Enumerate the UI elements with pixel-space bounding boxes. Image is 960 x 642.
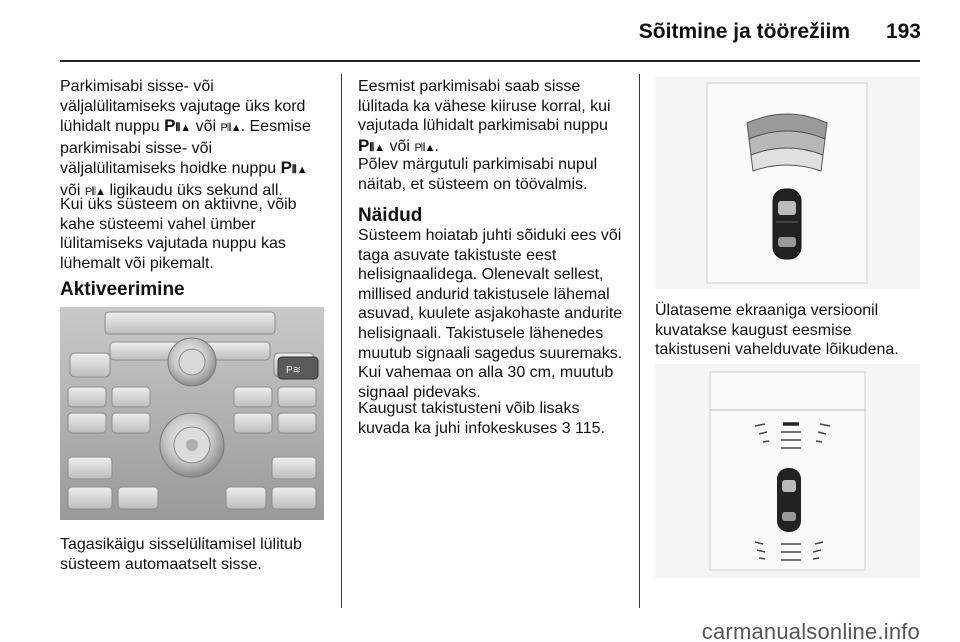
- park-assist-front-icon: P⦀▲: [220, 122, 241, 135]
- page-reference-arrow-icon: 3: [561, 419, 571, 437]
- text-line: lühemalt või pikemalt.: [60, 254, 214, 272]
- col2-paragraph-3: [358, 226, 630, 402]
- text-line: parkimisabi sisse- või: [60, 139, 213, 157]
- text-line: millised andurid takistusele lähemal: [358, 285, 610, 303]
- text-line: Põlev märgutuli parkimisabi nupul: [358, 156, 598, 173]
- text-line: taga asuvate takistuste eest: [358, 246, 557, 264]
- page-title: Sõitmine ja töörežiim: [638, 20, 850, 43]
- text-segment: lühidalt nuppu: [60, 118, 160, 136]
- park-assist-front-icon: P⦀▲: [414, 141, 435, 154]
- col1-paragraph-2: [60, 195, 330, 273]
- text-line: [60, 116, 330, 139]
- text-line: Ülataseme ekraaniga versioonil: [655, 302, 879, 319]
- text-segment: kuvada ka juhi infokeskuses: [358, 419, 558, 437]
- text-line: [358, 419, 630, 439]
- parking-p-small-glyph: P: [220, 122, 227, 135]
- watermark: carmanualsonline.info: [701, 619, 920, 642]
- text-line: Kui üks süsteem on aktiivne, võib: [60, 196, 297, 213]
- page-reference-link[interactable]: 115.: [575, 419, 605, 437]
- text-line: Tagasikäigu sisselülitamisel lülitub: [60, 536, 302, 553]
- col2-paragraph-2: [358, 155, 628, 194]
- page-number: 193: [885, 20, 921, 43]
- text-line: [60, 158, 330, 181]
- section-heading-naidud: Näidud: [358, 205, 423, 226]
- text-line: helisignaalidega. Olenevalt sellest,: [358, 266, 604, 284]
- text-line: Kaugust takistusteni võib lisaks: [358, 400, 580, 417]
- center-console-illustration: [60, 307, 324, 520]
- park-assist-button-icon: P⦀▲: [280, 158, 308, 178]
- text-segment: või: [195, 118, 217, 136]
- text-line: takistuseni vahelduvate lõikudena.: [655, 341, 899, 359]
- col2-paragraph-1: [358, 77, 628, 158]
- col1-paragraph-1: [60, 77, 330, 203]
- text-line: lülitamiseks vajutada nuppu kas: [60, 235, 286, 253]
- text-line: väljalülitamiseks vajutage üks kord: [60, 97, 306, 115]
- col1-figure-caption: [60, 535, 330, 574]
- text-line: asuvad, kuulete asjakohaste andurite: [358, 305, 623, 323]
- park-assist-button-icon: P⦀▲: [164, 116, 192, 136]
- text-line: näitab, et süsteem on töövalmis.: [358, 175, 588, 193]
- column-divider-1: [341, 74, 342, 608]
- text-segment: väljalülitamiseks hoidke nuppu: [60, 160, 277, 178]
- text-segment: ligikaudu üks sekund all.: [109, 181, 283, 199]
- front-sensor-display-figure: [655, 77, 920, 289]
- text-segment: . Eesmise: [240, 118, 311, 136]
- text-line: kahe süsteemi vahel ümber: [60, 215, 256, 233]
- center-console-photo: [60, 307, 324, 520]
- section-heading-aktiveerimine: Aktiveerimine: [60, 279, 185, 300]
- park-assist-button-icon: P⦀▲: [358, 135, 386, 155]
- park-assist-button-label: P≋: [286, 365, 302, 376]
- text-line: lülitada ka vähese kiiruse korral, kui: [358, 97, 611, 115]
- col3-caption: [655, 301, 925, 360]
- col2-paragraph-4: [358, 399, 630, 438]
- text-segment: või: [60, 181, 81, 199]
- text-line: helisignaali. Takistusele lähenedes: [358, 324, 604, 342]
- parking-p-glyph: P: [164, 116, 176, 136]
- header-divider: [60, 60, 920, 62]
- front-rear-sensor-display-figure: [655, 364, 920, 578]
- front-rear-segment-display-illustration: [655, 364, 920, 578]
- column-divider-2: [639, 74, 640, 608]
- text-segment: .: [434, 137, 439, 155]
- text-line: muutub signaali sagedus suuremaks.: [358, 344, 623, 362]
- park-assist-front-icon: P⦀▲: [84, 185, 105, 198]
- text-line: süsteem automaatselt sisse.: [60, 555, 262, 573]
- page-header: [0, 0, 960, 60]
- front-segment-display-illustration: [655, 77, 920, 289]
- text-segment: või: [389, 137, 410, 155]
- text-line: vajutada lühidalt parkimisabi nuppu: [358, 117, 608, 135]
- text-line: Süsteem hoiatab juhti sõiduki ees või: [358, 227, 622, 244]
- text-line: kuvatakse kaugust eesmise: [655, 321, 852, 339]
- text-line: Eesmist parkimisabi saab sisse: [358, 78, 581, 95]
- text-line: Parkimisabi sisse- või: [60, 78, 214, 95]
- text-line: signaal pidevaks.: [358, 383, 481, 401]
- text-line: Kui vahemaa on alla 30 cm, muutub: [358, 364, 614, 382]
